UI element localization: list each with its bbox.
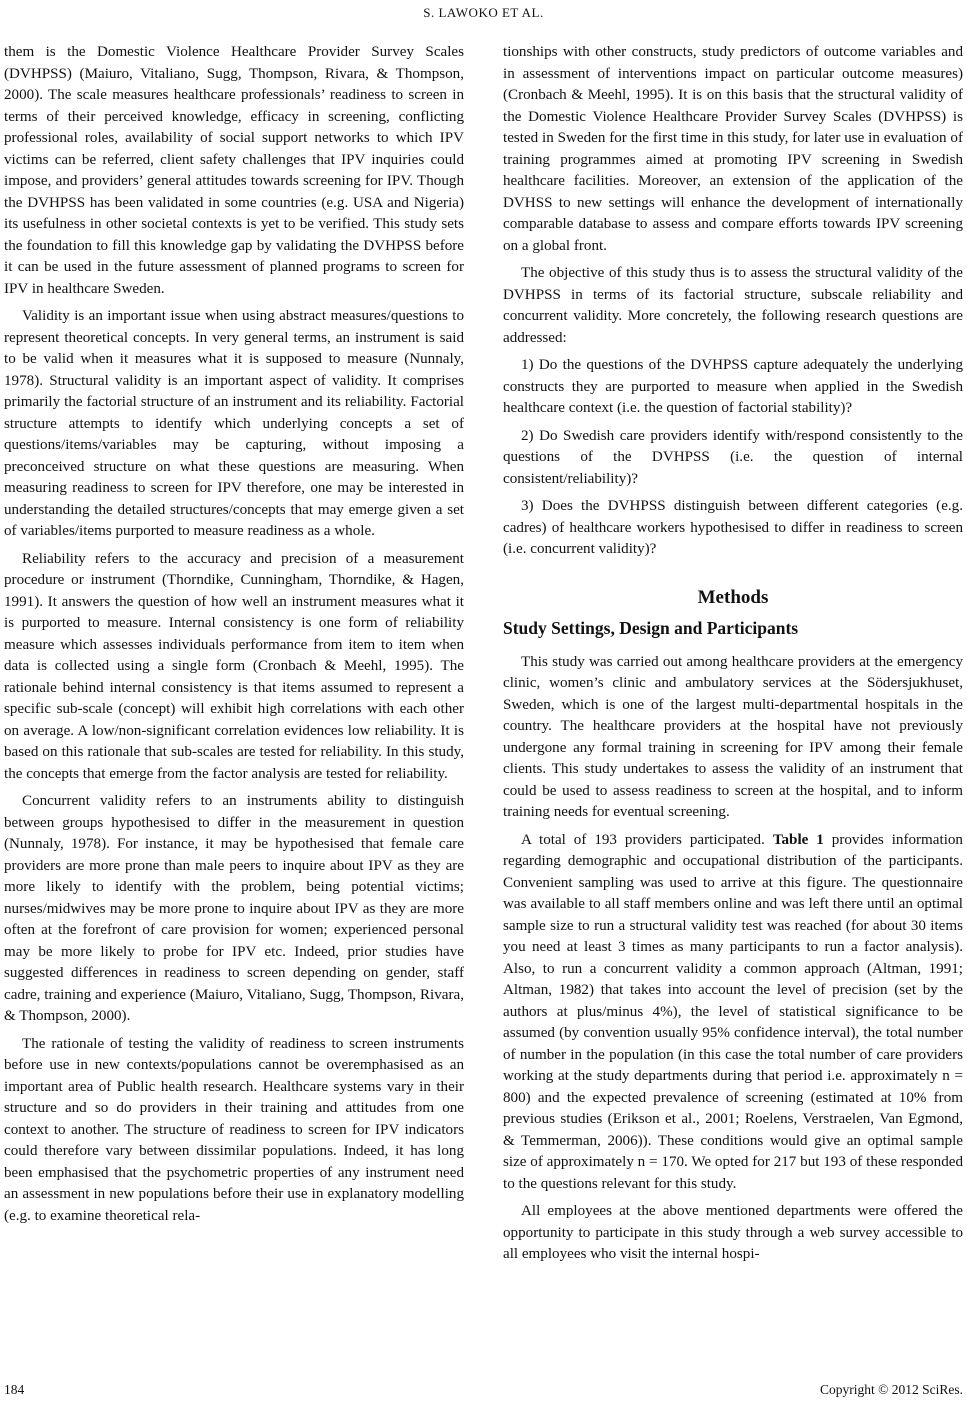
right-column xyxy=(503,42,963,1272)
paragraph: All employees at the above mentioned departments were offered the opportunity to participate in this study through a web survey accessible to all employees who visit the internal hospi- xyxy=(503,1203,963,1262)
paragraph: 2) Do Swedish care providers identify with/respond consistently to the questions of the DVHPSS (i.e. the question of internal consistent/reliability)? xyxy=(503,427,963,487)
table-reference: Table 1 xyxy=(772,831,824,848)
paragraph: them is the Domestic Violence Healthcare Provider Survey Scales (DVHPSS) (Maiuro, Vitaliano, Sugg, Thompson, Rivara, & Thompson, 2000). The scale measures healthcare professionals’ readiness to screen in terms of their perceived knowledge, efficacy in screening, conflicting professional roles, availability of social support networks to which IPV victims can be referred, client safety challenges that IPV inquiries could impose, and providers’ general attitudes towards screening for IPV. Though the DVHPSS has been validated in some countries (e.g. USA and Nigeria) its usefulness in other societal contexts is yet to be verified. This study sets the foundation to fill this knowledge gap by validating the DVHPSS before it can be used in the future assessment of planned programs to screen for IPV in healthcare Sweden. xyxy=(4,44,464,297)
page-number: 184 xyxy=(4,1382,25,1397)
paragraph: 3) Does the DVHPSS distinguish between different categories (e.g. cadres) of healthcare workers hypothesised to differ in readiness to screen (i.e. concurrent validity)? xyxy=(503,498,963,557)
paragraph-participants xyxy=(503,830,963,1196)
paragraph: 1) Do the questions of the DVHPSS capture adequately the underlying constructs they are purported to measure when applied in the Swedish healthcare context (i.e. the question of factorial stability)? xyxy=(503,357,963,416)
left-column xyxy=(4,42,464,1233)
paragraph: tionships with other constructs, study predictors of outcome variables and in assessment of interventions impact on particular outcome measures) (Cronbach & Meehl, 1995). It is on this basis that the structural validity of the Domestic Violence Healthcare Provider Survey Scales (DVHPSS) is tested in Sweden for the first time in this study, for later use in evaluation of training programmes aimed at promoting IPV screening in Swedish healthcare facilities. Moreover, an extension of the application of the DVHSS to new settings will enhance the development of internationally comparable database to assess and compare efforts towards IPV screening on a global front. xyxy=(503,44,963,254)
subsection-title: Study Settings, Design and Participants xyxy=(503,618,799,638)
paragraph: Validity is an important issue when using abstract measures/questions to represent theoretical concepts. In very general terms, an instrument is said to be valid when it measures what it is supposed to measure (Nunnaly, 1978). Structural validity is an important aspect of validity. It comprises primarily the factorial structure of an instrument and its reliability. Factorial structure attempts to identify which underlying concepts a set of questions/items/variables may be capturing, without imposing a preconceived structure on what these questions are measuring. When measuring readiness to screen for IPV therefore, one may be interested in understanding the detailed structures/concepts that may emerge given a set of variables/items purported to measure readiness as a whole. xyxy=(4,308,464,539)
paragraph: Concurrent validity refers to an instruments ability to distinguish between groups hypothesised to differ in the measurement in question (Nunnaly, 1978). For instance, it may be hypothesised that female care providers are more prone than male peers to inquire about IPV as they are more likely to identify with the problem, being potential victims; nurses/midwives may be more prone to inquire about IPV as they are more often at the forefront of care provision for women; experienced personal may be more likely to probe for IPV etc. Indeed, prior studies have suggested differences in readiness to screen depending on gender, staff cadre, training and experience (Maiuro, Vitaliano, Sugg, Thompson, Rivara, & Thompson, 2000). xyxy=(4,793,464,1024)
paragraph: The objective of this study thus is to assess the structural validity of the DVHPSS in terms of its factorial structure, subscale reliability and concurrent validity. More concretely, the following research questions are addressed: xyxy=(503,265,963,346)
paragraph: Reliability refers to the accuracy and precision of a measurement procedure or instrument (Thorndike, Cunningham, Thorndike, & Hagen, 1991). It answers the question of how well an instrument measures what it is purported to measure. Internal consistency is one form of reliability measure which assesses individuals performance from item to item when data is collected using a single form (Cronbach & Meehl, 1995). The rationale behind internal consistency is that items assumed to represent a specific sub-scale (concept) will exhibit high correlations with each other on average. A low/non-significant correlation evidences low reliability. It is based on this rationale that sub-scales are tested for reliability. In this study, the concepts that emerge from the factor analysis are tested for reliability. xyxy=(4,550,464,782)
section-title: Methods xyxy=(697,586,769,608)
copyright-notice: Copyright © 2012 SciRes. xyxy=(819,1382,963,1397)
participants-text-post: provides information regarding demographic and occupational distribution of the participants. Convenient sampling was used to arrive at this figure. The questionnaire was available to all staff members online and was left there until an optimal sample size to run a structural validity test was reached (for about 30 items you need at least 3 times as many participants to run a factor analysis). Also, to run a concurrent validity a common approach (Altman, 1991; Altman, 1982) that takes into account the level of precision (set by the authors at plus/minus 4%), the level of statistical significance to be assumed (by convention usually 95% confidence interval), the total number of number in the population (in this case the total number of care providers working at the study departments during that period i.e. approximately n = 800) and the expected prevalence of screening (estimated at 10% from previous studies (Erikson et al., 2001; Roelens, Verstraelen, Van Egmond, & Temmerman, 2006)). These conditions would give an optimal sample size of approximately n = 170. We opted for 217 but 193 of these responded to the questions relevant for this study. xyxy=(503,831,963,1192)
running-header: S. LAWOKO ET AL. xyxy=(423,5,544,20)
paragraph: The rationale of testing the validity of readiness to screen instruments before use in new contexts/populations cannot be overemphasised as an important area of Public health research. Healthcare systems vary in their structure and so do providers in their training and attitudes from one context to another. The structure of readiness to screen for IPV indicators could therefore vary between dissimilar populations. Indeed, it has long been emphasised that the psychometric properties of any instrument need an assessment in new populations before their use in explanatory modelling (e.g. to examine theoretical rela- xyxy=(4,1035,464,1224)
participants-text-pre: A total of 193 providers participated. xyxy=(521,831,773,848)
paragraph: This study was carried out among healthcare providers at the emergency clinic, women’s clinic and ambulatory services at the Södersjukhuset, Sweden, which is one of the largest multi-departmental hospitals in the country. The healthcare providers at the hospital have not previously undergone any formal training in screening for IPV among their female clients. This study undertakes to assess the validity of an instrument that could be used to assess readiness to screen at the hospital, and to inform training needs for eventual screening. xyxy=(503,653,963,820)
